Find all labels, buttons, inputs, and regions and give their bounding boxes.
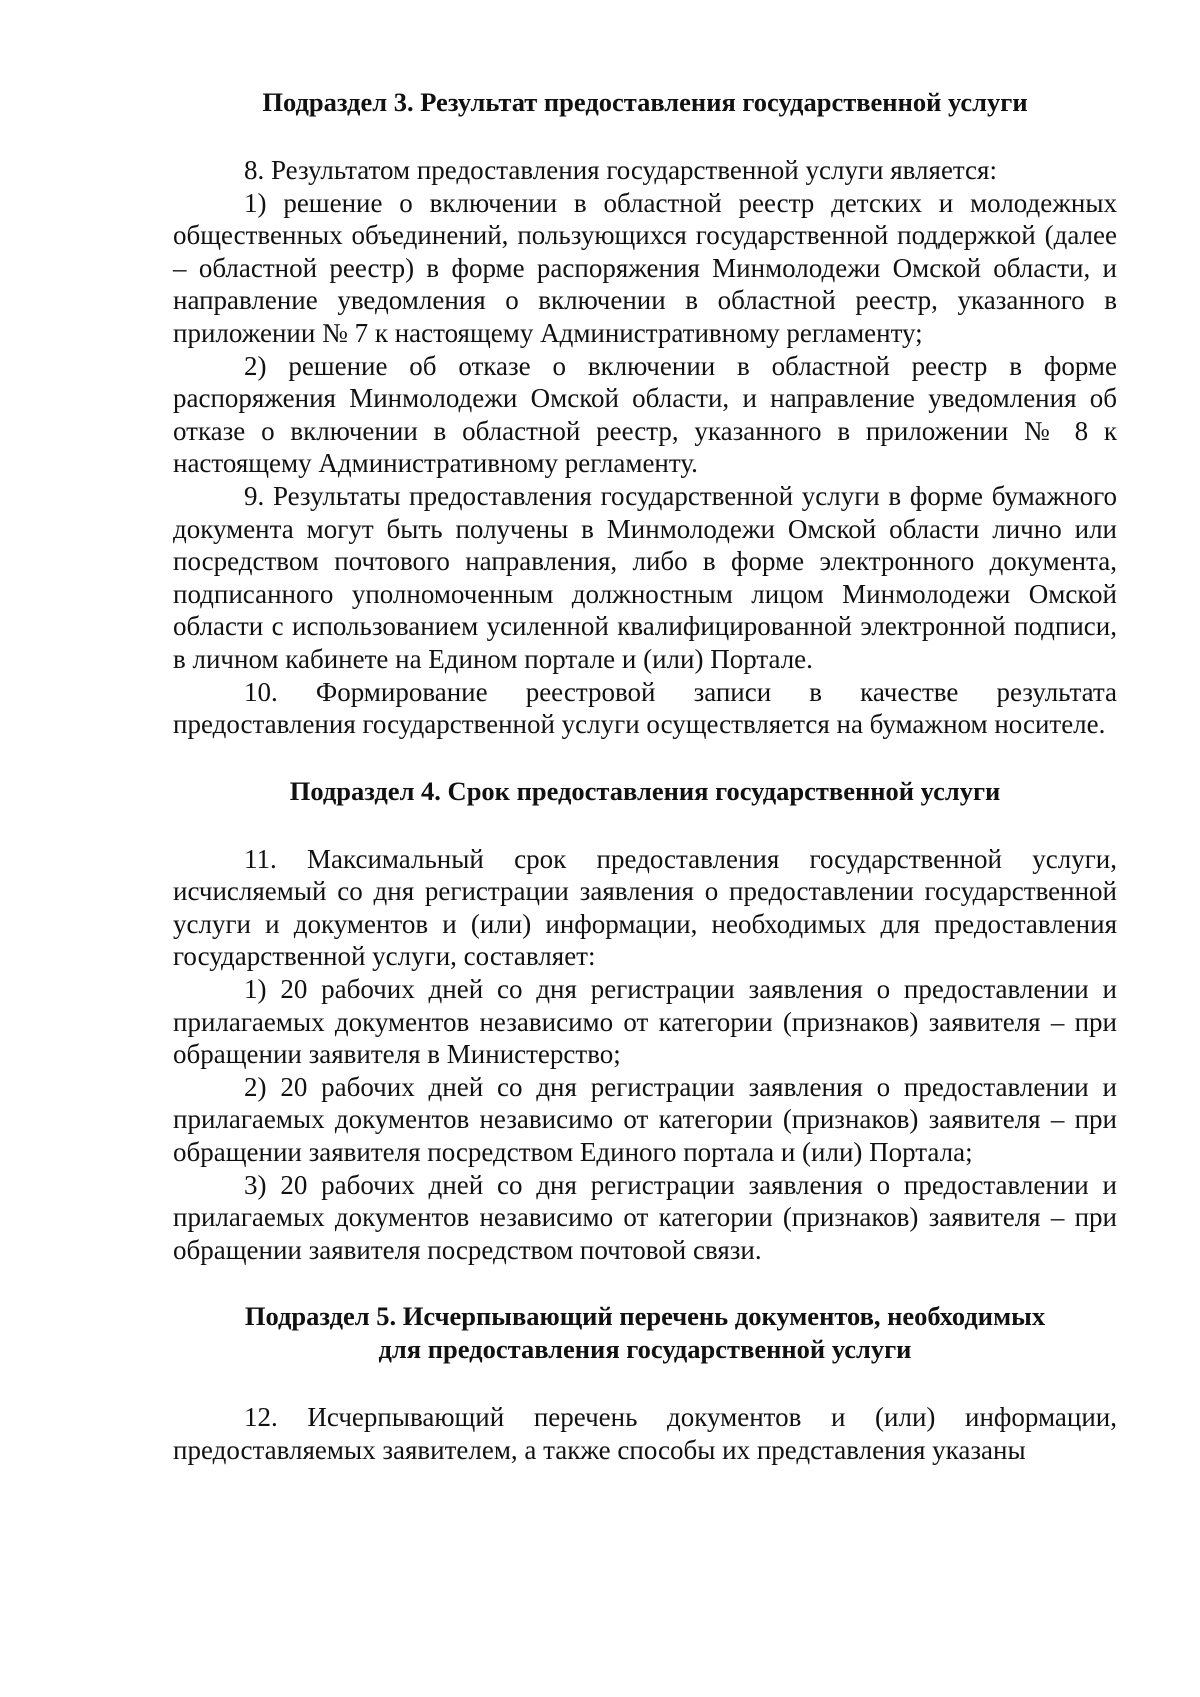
paragraph-11-item-1: 1) 20 рабочих дней со дня регистрации заявления о предоставлении и прилагаемых документов независимо от категории (признаков) заявителя – при обращении заявителя в Министерство; [173, 974, 1117, 1070]
heading-line: Подраздел 5. Исчерпывающий перечень документов, необходимых [244, 1301, 1046, 1332]
paragraph-9: 9. Результаты предоставления государственной услуги в форме бумажного документа могут быть получены в Минмолодежи Омской области лично или посредством почтового направления, либо в форме электронного документа, подписанного уполномоченным должностным лицом Минмолодежи Омской области с использованием усиленной квалифицированной электронной подписи, в личном кабинете на Едином портале и (или) Портале. [173, 480, 1117, 674]
heading-line: для предоставления государственной услуги [378, 1334, 912, 1365]
paragraph-11-item-3: 3) 20 рабочих дней со дня регистрации заявления о предоставлении и прилагаемых документов независимо от категории (признаков) заявителя – при обращении заявителя посредством почтовой связи. [173, 1169, 1117, 1265]
paragraph-8-item-1: 1) решение о включении в областной реестр детских и молодежных общественных объединений, пользующихся государственной поддержкой (далее – областной реестр) в форме распоряжения Минмолодежи Омской области, и направление уведомления о включении в областной реестр, указанного в приложении № 7 к настоящему Административному регламенту; [173, 187, 1117, 348]
heading-line: Подраздел 3. Результат предоставления государственной услуги [262, 87, 1028, 117]
paragraph-10: 10. Формирование реестровой записи в качестве результата предоставления государственной услуги осуществляется на бумажном носителе. [173, 676, 1117, 740]
paragraph-11-item-2: 2) 20 рабочих дней со дня регистрации заявления о предоставлении и прилагаемых документов независимо от категории (признаков) заявителя – при обращении заявителя посредством Единого портала и (или) Портала; [173, 1071, 1117, 1168]
paragraph-12: 12. Исчерпывающий перечень документов и (или) информации, предоставляемых заявителем, а также способы их представления указаны [173, 1402, 1117, 1465]
heading-line: Подраздел 4. Срок предоставления государственной услуги [289, 775, 1001, 806]
section-3-heading [173, 86, 1117, 119]
document-page [173, 86, 1117, 1467]
paragraph-8-item-2: 2) решение об отказе о включении в областной реестр в форме распоряжения Минмолодежи Омской области, и направление уведомления об отказе о включении в областной реестр, указанного в приложении № 8 к настоящему Административному регламенту. [173, 350, 1117, 479]
paragraph-8: 8. Результатом предоставления государственной услуги является: [244, 155, 997, 185]
section-5-heading [173, 1300, 1117, 1366]
paragraph-11: 11. Максимальный срок предоставления государственной услуги, исчисляемый со дня регистрации заявления о предоставлении государственной услуги и документов и (или) информации, необходимых для предоставления государственной услуги, составляет: [173, 843, 1117, 972]
section-4-heading [173, 775, 1117, 808]
